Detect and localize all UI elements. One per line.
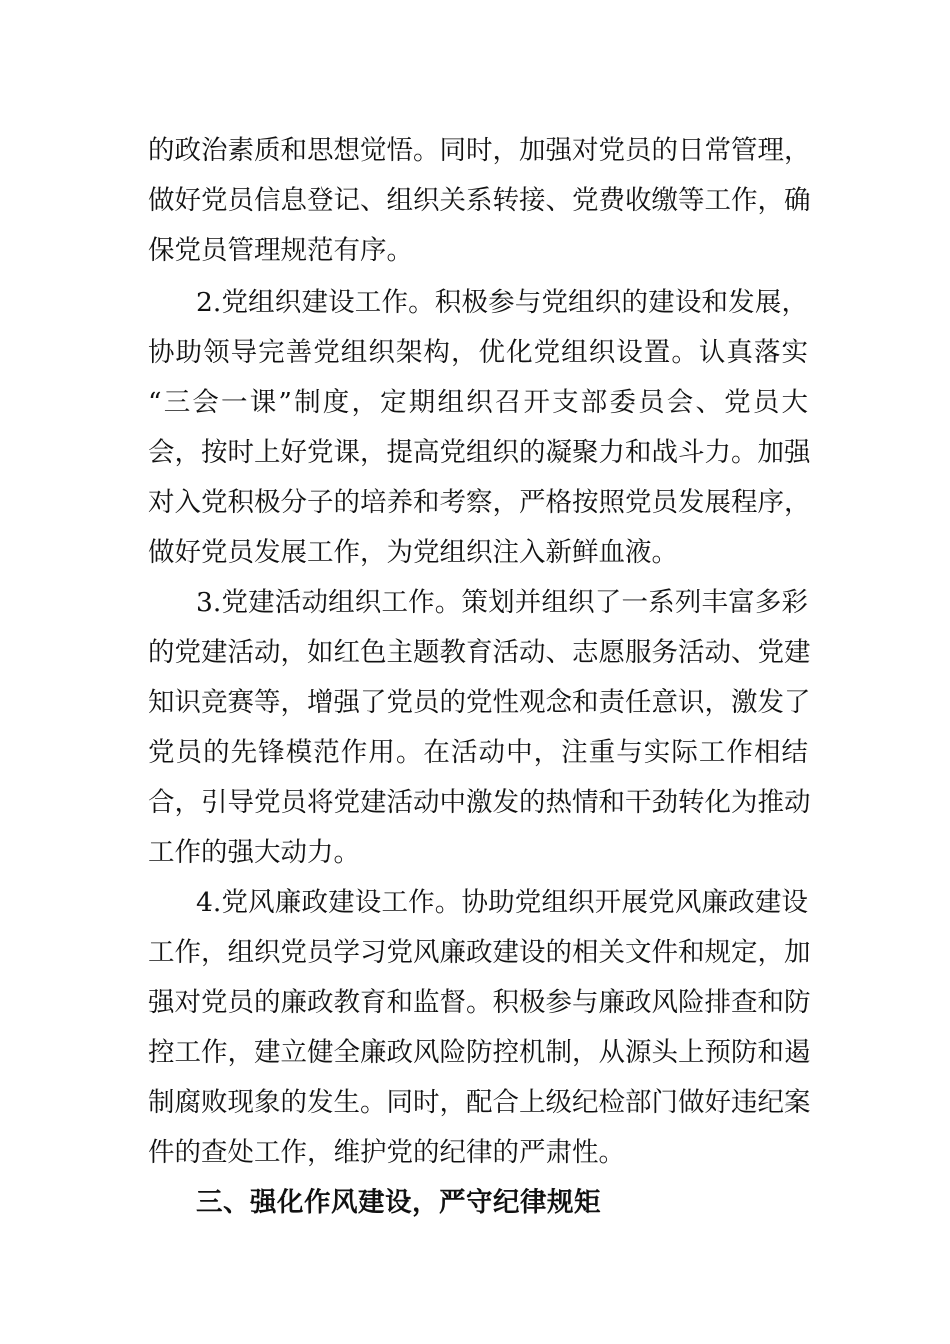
paragraph-line: “三会一课”制度，定期组织召开支部委员会、党员大 (148, 387, 808, 418)
paragraph-line: 对入党积极分子的培养和考察，严格按照党员发展程序， (148, 487, 811, 518)
paragraph-line: 件的查处工作，维护党的纪律的严肃性。 (148, 1137, 625, 1168)
paragraph-line: 做好党员信息登记、组织关系转接、党费收缴等工作，确 (148, 185, 811, 216)
paragraph-line: 工作，组织党员学习党风廉政建设的相关文件和规定，加 (148, 937, 811, 968)
paragraph-line: 知识竞赛等，增强了党员的党性观念和责任意识，激发了 (148, 687, 811, 718)
paragraph-line: 强对党员的廉政教育和监督。积极参与廉政风险排查和防 (148, 987, 811, 1018)
paragraph-line: 3.党建活动组织工作。策划并组织了一系列丰富多彩 (196, 587, 808, 618)
paragraph-line: 的政治素质和思想觉悟。同时，加强对党员的日常管理， (148, 135, 811, 166)
paragraph-line: 做好党员发展工作，为党组织注入新鲜血液。 (148, 537, 678, 568)
paragraph-line: 4.党风廉政建设工作。协助党组织开展党风廉政建设 (196, 887, 808, 918)
paragraph-line: 的党建活动，如红色主题教育活动、志愿服务活动、党建 (148, 637, 811, 668)
paragraph-line: 保党员管理规范有序。 (148, 235, 413, 266)
paragraph-line: 党员的先锋模范作用。在活动中，注重与实际工作相结 (148, 737, 808, 768)
paragraph-line: 工作的强大动力。 (148, 837, 360, 868)
paragraph-line: 制腐败现象的发生。同时，配合上级纪检部门做好违纪案 (148, 1087, 811, 1118)
paragraph-line: 2.党组织建设工作。积极参与党组织的建设和发展， (196, 287, 808, 318)
paragraph-line: 协助领导完善党组织架构，优化党组织设置。认真落实 (148, 337, 808, 368)
paragraph-line: 控工作，建立健全廉政风险防控机制，从源头上预防和遏 (148, 1037, 811, 1068)
paragraph-line: 会，按时上好党课，提高党组织的凝聚力和战斗力。加强 (148, 437, 811, 468)
paragraph-line: 合，引导党员将党建活动中激发的热情和干劲转化为推动 (148, 787, 811, 818)
section-heading: 三、强化作风建设，严守纪律规矩 (196, 1187, 601, 1218)
